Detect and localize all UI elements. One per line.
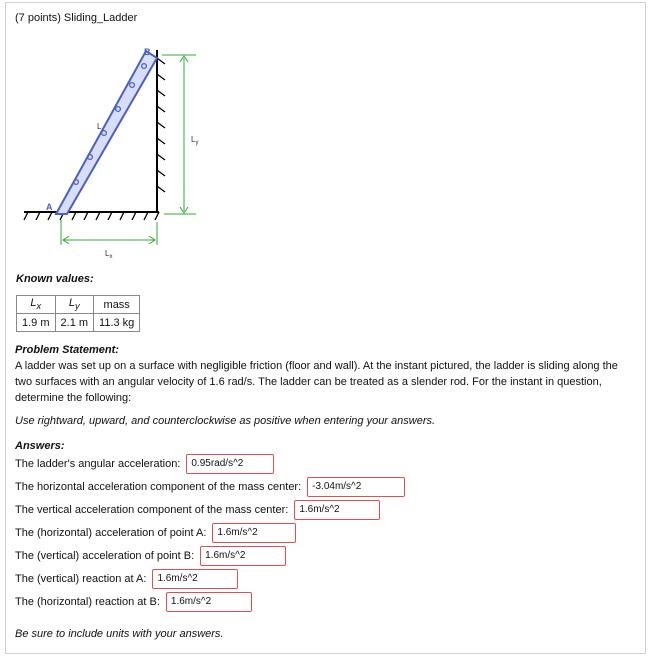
table-row [17,314,140,332]
answer-input-mass-center-ax[interactable]: -3.04m/s^2 [307,477,405,497]
header-ly: $L_y$ [55,296,94,314]
question-title: (7 points) Sliding_Ladder [15,12,138,24]
table-header-row [17,296,140,314]
answer-label: The (horizontal) reaction at B: [15,596,160,608]
floor-hatch [24,212,159,220]
label-L: L [97,122,102,131]
lx-dimension [61,220,157,245]
value-lx: 1.9 m [17,314,56,332]
answer-row-angular-accel [15,454,274,474]
value-mass: 11.3 kg [94,314,140,332]
answer-label: The ladder's angular acceleration: [15,458,181,470]
sign-convention-note: Use rightward, upward, and counterclockwise as positive when entering your answers. [15,415,436,427]
label-A: A [46,202,53,212]
answer-label: The (vertical) reaction at A: [15,573,147,585]
wall-hatch [157,58,165,192]
header-mass: mass [94,296,140,314]
ladder-diagram [16,34,208,260]
question-panel [5,2,646,654]
answer-label: The vertical acceleration component of the mass center: [15,504,289,516]
answer-row-accel-a [15,523,296,543]
label-Ly: $L_y$ [191,135,199,146]
known-values-heading: Known values: [16,273,94,285]
answer-input-accel-a[interactable]: 1.6m/s^2 [212,523,296,543]
label-Lx: $L_x$ [105,249,113,260]
problem-statement-text: A ladder was set up on a surface with negligible friction (floor and wall). At the instant pictured, the ladder is sliding along the two surfaces with an angular velocity of 1.6 rad/s. The ladder can be treated as a slender rod. For the instant in question, determine the following: [15,360,618,404]
known-values-table [16,295,140,332]
answer-row-reaction-b [15,592,252,612]
answer-input-accel-b[interactable]: 1.6m/s^2 [200,546,286,566]
answer-input-mass-center-ay[interactable]: 1.6m/s^2 [294,500,380,520]
answer-label: The (vertical) acceleration of point B: [15,550,195,562]
answer-input-reaction-a[interactable]: 1.6m/s^2 [152,569,238,589]
answer-input-angular-accel[interactable]: 0.95rad/s^2 [186,454,274,474]
units-reminder: Be sure to include units with your answers. [15,628,224,640]
answer-label: The (horizontal) acceleration of point A: [15,527,207,539]
problem-statement-heading: Problem Statement: [15,344,119,356]
header-lx: $L_x$ [17,296,56,314]
answer-label: The horizontal acceleration component of the mass center: [15,481,302,493]
answer-row-reaction-a [15,569,238,589]
label-B: B [144,47,151,57]
value-ly: 2.1 m [55,314,94,332]
answer-row-accel-b [15,546,286,566]
answer-row-mass-center-ax [15,477,405,497]
answers-heading: Answers: [15,440,65,452]
answer-input-reaction-b[interactable]: 1.6m/s^2 [166,592,252,612]
answer-row-mass-center-ay [15,500,380,520]
